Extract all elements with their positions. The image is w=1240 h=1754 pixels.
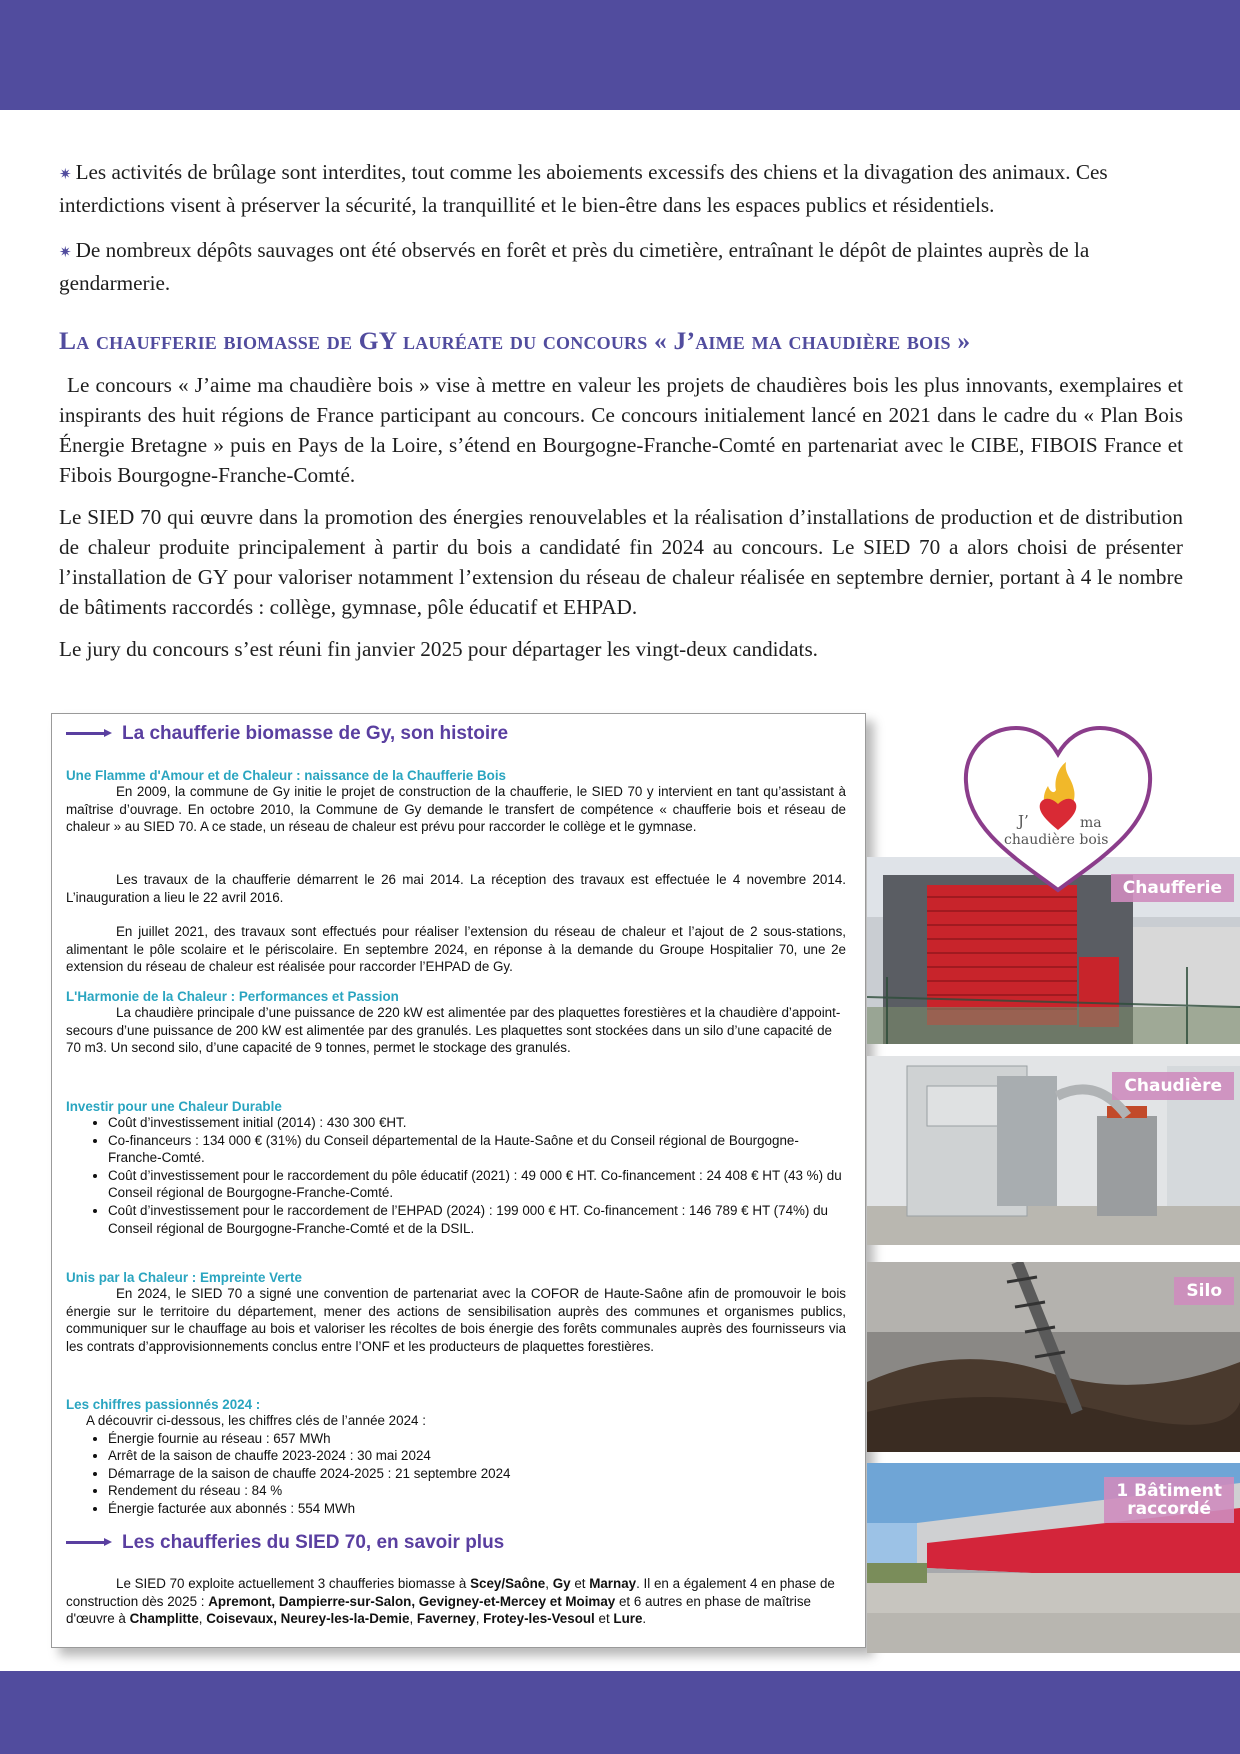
photo-silo — [867, 1262, 1240, 1452]
list-item: • Coût d’investissement pour le raccordement du pôle éducatif (2021) : 49 000 € HT. Co-financement : 24 408 € HT (43 %) du Conseil régional de Bourgogne-Franche-Comté. — [108, 1167, 846, 1202]
photo-tag-batiment: 1 Bâtiment raccordé — [1104, 1477, 1234, 1523]
list-item: • Coût d’investissement initial (2014) : 430 300 €HT. — [108, 1114, 846, 1132]
list-item: • Co-financeurs : 134 000 € (31%) du Conseil départemental de la Haute-Saône et du Conseil régional de Bourgogne-Franche-Comté. — [108, 1132, 846, 1167]
arrow-right-icon — [66, 1541, 112, 1545]
star-bullet-icon: ✷ — [59, 167, 72, 183]
photo-batiment — [867, 1463, 1240, 1653]
section-body — [59, 370, 1183, 676]
subheading-4: Unis par la Chaleur : Empreinte Verte — [66, 1270, 302, 1285]
subheading-3: Investir pour une Chaleur Durable — [66, 1099, 282, 1114]
top-band — [0, 0, 1240, 110]
logo-text-ma: ma — [1080, 815, 1102, 831]
intro-paragraph-2: ✷ De nombreux dépôts sauvages ont été observés en forêt et près du cimetière, entraînant le dépôt de plaintes auprès de la gendarmerie. — [59, 238, 1090, 295]
box-section-1 — [66, 768, 846, 836]
box-title: La chaufferie biomasse de Gy, son histoire — [66, 723, 846, 745]
box-paragraph: La chaudière principale d’une puissance de 220 kW est alimentée par des plaquettes forestières et la chaudière d’appoint-secours d’une puissance de 200 kW est alimentée par des granulés. Les plaquettes sont stockées dans un silo d’une capacité de 70 m3. Un second silo, d’une capacité de 9 tonnes, permet le stockage des granulés. — [66, 1005, 841, 1056]
section-title: La chaufferie biomasse de GY lauréate du concours « J’aime ma chaudière bois » — [59, 326, 971, 355]
star-bullet-icon: ✷ — [59, 245, 72, 261]
figures-list — [66, 1430, 846, 1518]
box-paragraph: En 2024, le SIED 70 a signé une convention de partenariat avec la COFOR de Haute-Saône afin de promouvoir le bois énergie sur le territoire du département, mener des actions de sensibilisation auprès des communes et organismes publics, communiquer sur le chauffage au bois et valoriser les récoltes de bois énergie des forêts communales auprès des fournisseurs via les contrats d’approvisionnements conclus entre l’ONF et les producteurs de plaquettes forestières. — [66, 1286, 846, 1354]
list-item: • Rendement du réseau : 84 % — [108, 1482, 846, 1500]
intro-paragraph-1: ✷ Les activités de brûlage sont interdites, tout comme les aboiements excessifs des chiens et la divagation des animaux. Ces interdictions visent à préserver la sécurité, la tranquillité et le bien-être dans les espaces publics et résidentiels. — [59, 160, 1108, 217]
investment-list — [66, 1114, 846, 1237]
box-closing-paragraph: Le SIED 70 exploite actuellement 3 chaufferies biomasse à Scey/Saône, Gy et Marnay. Il en a également 4 en phase de construction dès 2025 : Apremont, Dampierre-sur-Salon, Gevigney-et-Mercey et Moimay et 6 autres en phase de maîtrise d'œuvre à Champlitte, Coisevaux, Neurey-les-la-Demie, Faverney, Frotey-les-Vesoul et Lure. — [66, 1576, 835, 1627]
subheading-5: Les chiffres passionnés 2024 : — [66, 1397, 261, 1412]
box-section-3 — [66, 1099, 846, 1237]
box-section-5 — [66, 1397, 846, 1518]
list-item: • Démarrage de la saison de chauffe 2024-2025 : 21 septembre 2024 — [108, 1465, 846, 1483]
box-title-2: Les chaufferies du SIED 70, en savoir plus — [66, 1532, 846, 1554]
box-section-4 — [66, 1270, 846, 1355]
section-paragraph-1: Le concours « J’aime ma chaudière bois » vise à mettre en valeur les projets de chaudières bois les plus innovants, exemplaires et inspirants des huit régions de France participant au concours. Ce concours initialement lancé en 2021 dans le cadre du « Plan Bois Énergie Bretagne » puis en Pays de la Loire, s’étend en Bourgogne-Franche-Comté en partenariat avec le CIBE, FIBOIS France et Fibois Bourgogne-Franche-Comté. — [59, 373, 1183, 487]
box-section-2 — [66, 989, 846, 1057]
photo-tag-silo: Silo — [1174, 1277, 1234, 1305]
subheading-1: Une Flamme d'Amour et de Chaleur : naissance de la Chaufferie Bois — [66, 768, 506, 783]
box-paragraph-extension: En juillet 2021, des travaux sont effectués pour réaliser l’extension du réseau de chaleur et l’ajout de 2 sous-stations, alimentant le pôle scolaire et le périscolaire. En septembre 2024, en réponse à la demande du Groupe Hospitalier 70, une 2e extension du réseau de chaleur est réalisée pour raccorder l’EHPAD de Gy. — [66, 924, 846, 975]
section-paragraph-2: Le SIED 70 qui œuvre dans la promotion des énergies renouvelables et la réalisation d’installations de production et de distribution de chaleur produite principalement à partir du bois a candidaté fin 2024 au concours. Le SIED 70 a alors choisi de présenter l’installation de GY pour valoriser notamment l’extension du réseau de chaleur réalisée en septembre dernier, portant à 4 le nombre de bâtiments raccordés : collège, gymnase, pôle éducatif et EHPAD. — [59, 505, 1183, 619]
box-paragraph-works: Les travaux de la chaufferie démarrent le 26 mai 2014. La réception des travaux est effectuée le 4 novembre 2014. L’inauguration a lieu le 22 avril 2016. — [66, 872, 846, 905]
box-paragraph: En 2009, la commune de Gy initie le projet de construction de la chaufferie, le SIED 70 y intervient en tant qu’assistant à maîtrise d’ouvrage. En octobre 2010, la Commune de Gy demande le transfert de compétence « chaufferie bois et réseau de chaleur » au SIED 70. A ce stade, un réseau de chaleur est prévu pour raccorder le collège et le gymnase. — [66, 784, 846, 835]
list-item: • Énergie fournie au réseau : 657 MWh — [108, 1430, 846, 1448]
photo-tag-chaufferie: Chaufferie — [1111, 874, 1234, 902]
bottom-band — [0, 1671, 1240, 1754]
jaime-ma-chaudiere-bois-logo — [958, 720, 1158, 900]
list-item: • Arrêt de la saison de chauffe 2023-2024 : 30 mai 2024 — [108, 1447, 846, 1465]
logo-text-j: J’ — [1018, 812, 1029, 830]
list-item: • Énergie facturée aux abonnés : 554 MWh — [108, 1500, 846, 1518]
history-box — [51, 713, 866, 1648]
photo-chaudiere — [867, 1056, 1240, 1245]
photo-tag-chaudiere: Chaudière — [1112, 1072, 1234, 1100]
arrow-right-icon — [66, 732, 112, 736]
heart-logo-icon — [958, 720, 1158, 900]
figures-intro: A découvrir ci-dessous, les chiffres clés de l’année 2024 : — [86, 1413, 426, 1428]
subheading-2: L'Harmonie de la Chaleur : Performances et Passion — [66, 989, 399, 1004]
list-item: • Coût d’investissement pour le raccordement de l’EHPAD (2024) : 199 000 € HT. Co-financement : 146 789 € HT (74%) du Conseil régional de Bourgogne-Franche-Comté et de la DSIL. — [108, 1202, 846, 1237]
section-paragraph-3: Le jury du concours s’est réuni fin janvier 2025 pour départager les vingt-deux candidats. — [59, 637, 818, 661]
logo-text-chaudiere-bois: chaudière bois — [1004, 832, 1109, 848]
